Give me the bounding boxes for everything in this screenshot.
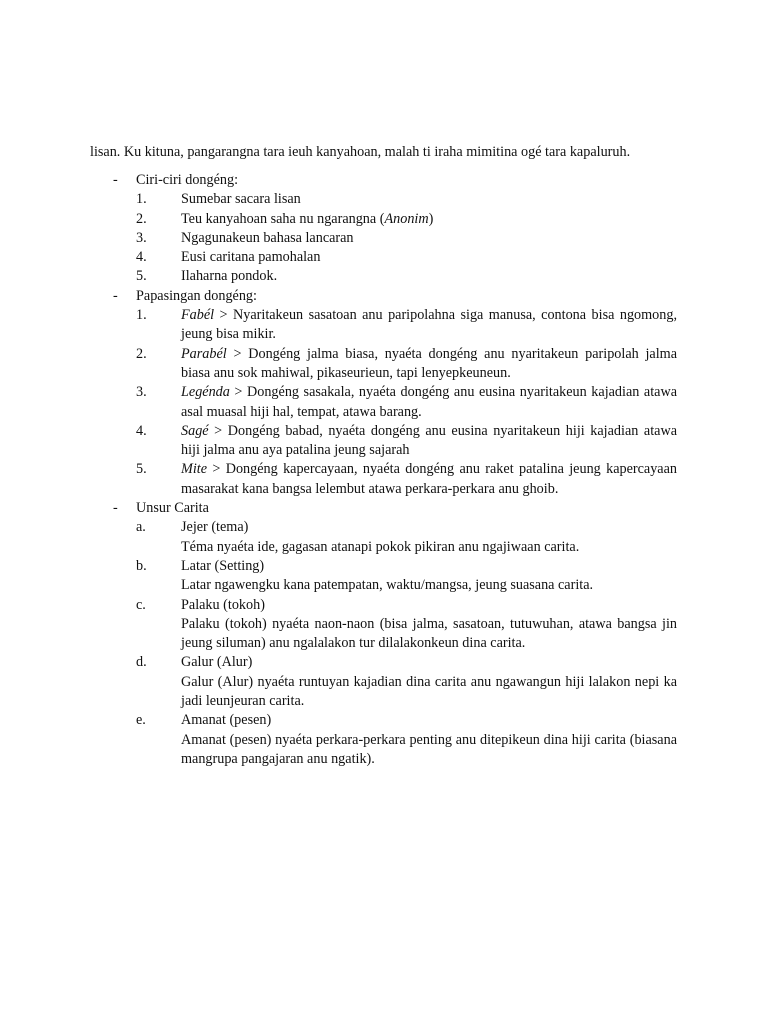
list-item-text: Eusi caritana pamohalan — [181, 249, 321, 266]
list-item-rest: > Dongéng jalma biasa, nyaéta dongéng anu nyaritakeun paripolah jalma biasa anu sok mahiwal, pikaseurieun, tapi lenyepkeuneun. — [181, 345, 677, 381]
list-item-emphasis: Anonim — [384, 210, 429, 227]
list-item — [0, 422, 768, 461]
list-marker: 1. — [136, 191, 147, 208]
list-item — [0, 190, 768, 209]
list-marker: 3. — [136, 384, 147, 401]
list-item-text — [181, 345, 677, 384]
list-item-text — [181, 422, 677, 461]
list-item-heading: Galur (Alur) — [181, 654, 253, 671]
list-item-description: Latar ngawengku kana patempatan, waktu/mangsa, jeung suasana carita. — [181, 577, 594, 594]
list-marker: d. — [136, 654, 147, 671]
list-item — [0, 460, 768, 499]
list-item-text — [181, 383, 677, 422]
list-item-prefix: Teu kanyahoan saha nu ngarangna ( — [181, 210, 385, 227]
list-item-description: Téma nyaéta ide, gagasan atanapi pokok pikiran anu ngajiwaan carita. — [181, 538, 580, 555]
list-item-heading: Jejer (tema) — [181, 519, 249, 536]
list-marker: 2. — [136, 210, 147, 227]
list-marker: 4. — [136, 249, 147, 266]
list-marker: a. — [136, 519, 146, 536]
list-item-text: Sumebar sacara lisan — [181, 191, 301, 208]
list-item-text — [181, 210, 677, 229]
list-item — [0, 210, 768, 229]
list-item-text: Ilaharna pondok. — [181, 268, 278, 285]
list-marker: 4. — [136, 422, 147, 439]
list-item-suffix: ) — [428, 210, 434, 227]
list-marker: 5. — [136, 461, 147, 478]
list-item-rest: > Dongéng babad, nyaéta dongéng anu eusina nyaritakeun hiji kajadian atawa hiji jalma anu aya patalina jeung sajarah — [181, 422, 677, 459]
list-item-heading: Palaku (tokoh) — [181, 596, 265, 613]
list-marker: 5. — [136, 268, 147, 285]
list-item — [0, 229, 768, 248]
section-title: Papasingan dongéng: — [136, 287, 257, 304]
list-item — [0, 383, 768, 422]
list-marker: 2. — [136, 345, 147, 362]
list-item — [0, 711, 768, 769]
list-item — [0, 345, 768, 384]
section-title: Ciri-ciri dongéng: — [136, 172, 239, 188]
section-ciri-ciri — [0, 171, 768, 287]
section-heading — [0, 171, 768, 190]
list-item-rest: > Nyaritakeun sasatoan anu paripolahna siga manusa, contona bisa ngomong, jeung bisa mikir. — [181, 307, 677, 343]
list-item-text — [181, 306, 677, 345]
bullet-dash: - — [113, 172, 118, 188]
list-item — [0, 557, 768, 596]
list-marker: b. — [136, 557, 147, 574]
list-item-description: Galur (Alur) nyaéta runtuyan kajadian dina carita anu ngawangun hiji lalakon nepi ka jadi leunjeuran carita. — [181, 673, 677, 710]
list-item-emphasis: Parabél — [181, 345, 227, 362]
list-item — [0, 306, 768, 345]
list-item — [0, 248, 768, 267]
section-title: Unsur Carita — [136, 500, 209, 517]
list-item-emphasis: Legénda — [181, 384, 230, 401]
list-item-text — [181, 460, 677, 499]
document-body — [0, 171, 768, 769]
section-heading — [0, 287, 768, 306]
list-item-emphasis: Fabél — [181, 307, 215, 324]
list-item — [0, 653, 768, 711]
list-item-emphasis: Mite — [181, 461, 207, 478]
list-item — [0, 267, 768, 286]
list-item-text: Ngagunakeun bahasa lancaran — [181, 229, 354, 246]
list-marker: 1. — [136, 307, 147, 324]
section-heading — [0, 499, 768, 518]
list-item-rest: > Dongéng sasakala, nyaéta dongéng anu eusina nyaritakeun kajadian atawa asal muasal hiji hal, tempat, atawa barang. — [181, 384, 677, 420]
list-item-heading: Latar (Setting) — [181, 557, 265, 574]
list-item-heading: Amanat (pesen) — [181, 712, 272, 729]
list-marker: c. — [136, 596, 146, 613]
list-marker: 3. — [136, 229, 147, 246]
list-item-description: Amanat (pesen) nyaéta perkara-perkara penting anu ditepikeun dina hiji carita (biasana mangrupa pangajaran anu ngatik). — [181, 731, 677, 767]
intro-paragraph: lisan. Ku kituna, pangarangna tara ieuh kanyahoan, malah ti iraha mimitina ogé tara kapaluruh. — [90, 144, 631, 160]
list-item — [0, 518, 768, 557]
section-unsur-carita — [0, 499, 768, 769]
list-item — [0, 596, 768, 654]
list-item-emphasis: Sagé — [181, 422, 209, 439]
bullet-dash: - — [113, 500, 118, 517]
list-item-description: Palaku (tokoh) nyaéta naon-naon (bisa jalma, sasatoan, tutuwuhan, atawa bangsa jin jeung siluman) anu ngalalakon tur dilalakonkeun dina carita. — [181, 615, 677, 652]
bullet-dash: - — [113, 287, 118, 304]
section-papasingan — [0, 287, 768, 499]
list-marker: e. — [136, 712, 146, 729]
list-item-rest: > Dongéng kapercayaan, nyaéta dongéng anu raket patalina jeung kapercayaan masarakat kana bangsa lelembut atawa perkara-perkara anu ghoib. — [181, 461, 677, 497]
